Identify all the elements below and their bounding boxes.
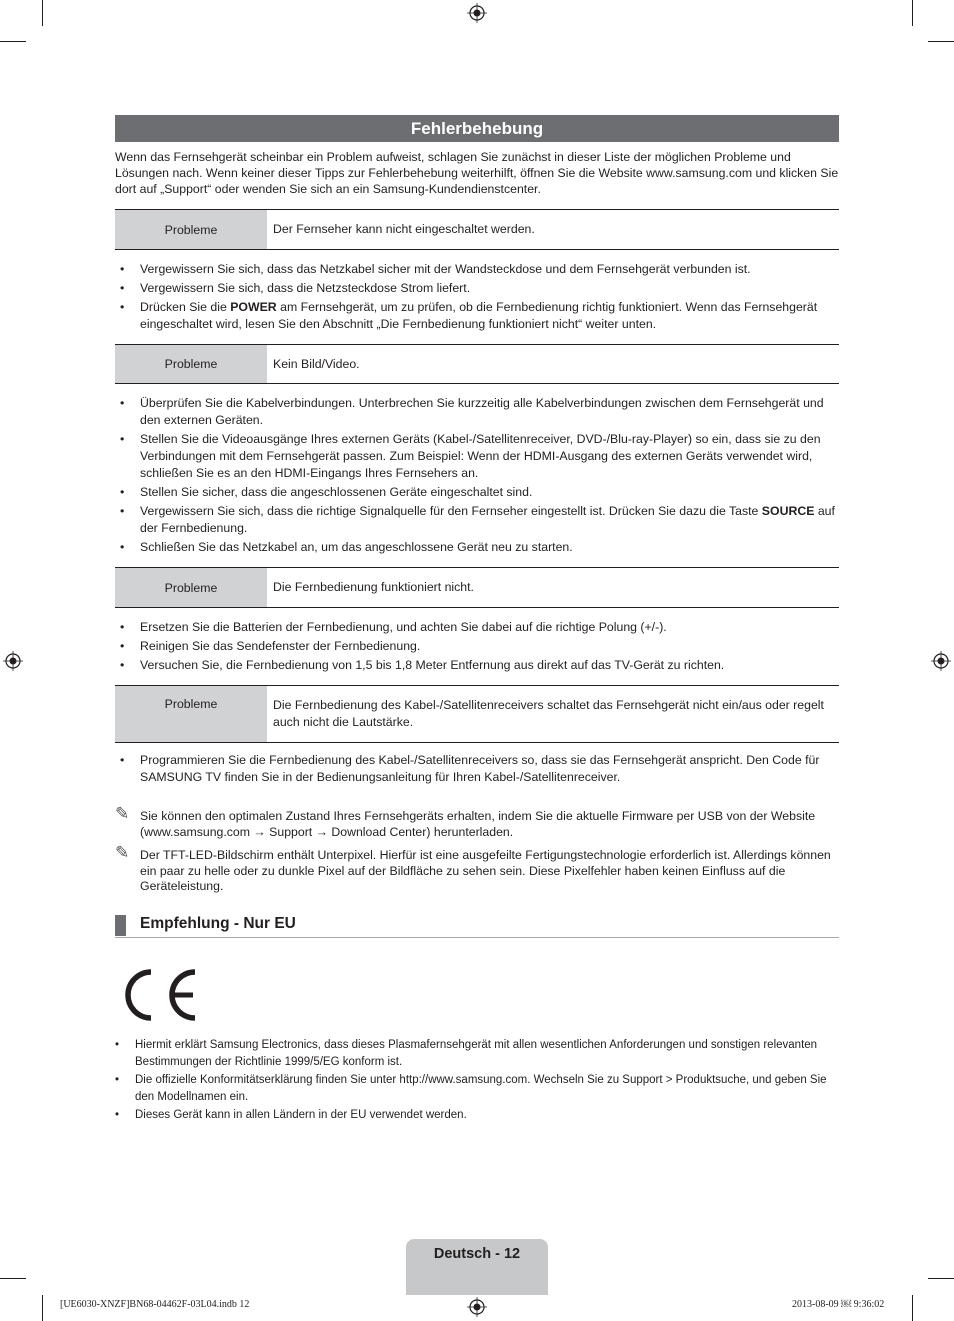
registration-mark-icon — [931, 651, 951, 671]
ce-mark-logo — [121, 968, 201, 1022]
list-item: • Stellen Sie sicher, dass die angeschlossenen Geräte eingeschaltet sind. — [115, 484, 839, 501]
list-item: • Vergewissern Sie sich, dass die richtige Signalquelle für den Fernseher eingestellt ist. Drücken Sie dazu die Taste SOURCE auf der Fernbedienung. — [115, 503, 839, 537]
problem-label: Probleme — [115, 568, 267, 607]
list-item: • Überprüfen Sie die Kabelverbindungen. Unterbrechen Sie kurzzeitig alle Kabelverbindungen zwischen dem Fernsehgerät und den externen Geräten. — [115, 395, 839, 429]
problem-label: Probleme — [115, 345, 267, 383]
list-item: • Hiermit erklärt Samsung Electronics, dass dieses Plasmafernsehgerät mit allen wesentlichen Anforderungen und sonstigen relevanten Bestimmungen der Richtlinie 1999/5/EG konform ist. — [115, 1037, 839, 1070]
list-item: • Die offizielle Konformitätserklärung finden Sie unter http://www.samsung.com. Wechseln Sie zu Support > Produktsuche, und geben Sie den Modellnamen ein. — [115, 1072, 839, 1105]
crop-mark — [42, 1295, 43, 1321]
registration-mark-icon — [467, 3, 487, 23]
crop-mark — [0, 1278, 26, 1279]
crop-mark — [928, 41, 954, 42]
heading-marker — [115, 915, 126, 936]
footer-timestamp: 2013-08-09 ￼ 9:36:02 — [792, 1299, 885, 1310]
list-item: • Reinigen Sie das Sendefenster der Fernbedienung. — [115, 638, 839, 655]
crop-mark — [42, 0, 43, 26]
crop-mark — [0, 41, 26, 42]
pencil-note-icon: ✎ — [115, 804, 130, 823]
list-item: • Ersetzen Sie die Batterien der Fernbedienung, und achten Sie dabei auf die richtige Polung (+/-). — [115, 619, 839, 636]
problem-label: Probleme — [115, 210, 267, 249]
list-item: • Versuchen Sie, die Fernbedienung von 1,5 bis 1,8 Meter Entfernung aus direkt auf das TV-Gerät zu richten. — [115, 657, 839, 674]
intro-paragraph: Wenn das Fernsehgerät scheinbar ein Problem aufweist, schlagen Sie zunächst in dieser Liste der möglichen Probleme und Lösungen nach. Wenn keiner dieser Tipps zur Fehlerbehebung weiterhilft, öffnen Sie die Website www.samsung.com und klicken Sie dort auf „Support“ oder wenden Sie sich an ein Samsung-Kundendienstcenter. — [115, 150, 839, 196]
problem-text: Die Fernbedienung des Kabel-/Satellitenreceivers schaltet das Fernsehgerät nicht ein/aus oder regelt auch nicht die Lautstärke. — [267, 686, 839, 742]
pencil-note-icon: ✎ — [115, 843, 130, 862]
problem-text: Der Fernseher kann nicht eingeschaltet werden. — [267, 210, 839, 249]
note: ✎ Sie können den optimalen Zustand Ihres Fernsehgeräts erhalten, indem Sie die aktuelle Firmware per USB von der Website (www.samsung.com → Support → Download Center) herunterladen. — [115, 804, 816, 839]
list-item: • Schließen Sie das Netzkabel an, um das angeschlossene Gerät neu zu starten. — [115, 539, 839, 556]
note: ✎ Der TFT-LED-Bildschirm enthält Unterpixel. Hierfür ist eine ausgefeilte Fertigungstechnologie erforderlich ist. Allerdings können ein paar zu helle oder zu dunkle Pixel auf der Bildfläche zu sehen sein. Diese Pixelfehler haben keinen Einfluss auf die Geräteleistung. — [115, 843, 831, 893]
eu-heading-text: Empfehlung - Nur EU — [140, 915, 296, 932]
registration-mark-icon — [467, 1297, 487, 1317]
crop-mark — [928, 1278, 954, 1279]
list-item: • Vergewissern Sie sich, dass die Netzsteckdose Strom liefert. — [115, 280, 839, 297]
eu-section-heading — [115, 913, 839, 938]
list-item: • Dieses Gerät kann in allen Ländern in der EU verwendet werden. — [115, 1107, 839, 1124]
problem-label: Probleme — [115, 686, 267, 742]
solution-list — [115, 395, 839, 558]
page-title: Fehlerbehebung — [115, 115, 839, 142]
problem-row — [115, 344, 839, 384]
solution-list — [115, 261, 839, 335]
list-item: • Programmieren Sie die Fernbedienung des Kabel-/Satellitenreceivers so, dass sie das Fernsehgerät anspricht. Den Code für SAMSUNG TV finden Sie in der Bedienungsanleitung für Ihren Kabel-/Satellitenreceiver. — [115, 752, 839, 786]
list-item: • Vergewissern Sie sich, dass das Netzkabel sicher mit der Wandsteckdose und dem Fernsehgerät verbunden ist. — [115, 261, 839, 278]
problem-row — [115, 567, 839, 608]
list-item: • Stellen Sie die Videoausgänge Ihres externen Geräts (Kabel-/Satellitenreceiver, DVD-/Blu-ray-Player) so ein, dass sie zu den Verbindungen mit dem Fernsehgerät passen. Zum Beispiel: Wenn der HDMI-Ausgang des externen Geräts verwendet wird, schließen Sie es an den HDMI-Eingangs Ihres Fernsehers an. — [115, 431, 839, 482]
problem-row — [115, 209, 839, 250]
solution-list — [115, 619, 839, 676]
problem-text: Die Fernbedienung funktioniert nicht. — [267, 568, 839, 607]
eu-list — [115, 1037, 839, 1126]
registration-mark-icon — [3, 651, 23, 671]
problem-text: Kein Bild/Video. — [267, 345, 839, 383]
crop-mark — [912, 0, 913, 26]
list-item: • Drücken Sie die POWER am Fernsehgerät, um zu prüfen, ob die Fernbedienung richtig funktioniert. Wenn das Fernsehgerät eingeschaltet wird, lesen Sie den Abschnitt „Die Fernbedienung funktioniert nicht“ weiter unten. — [115, 299, 839, 333]
crop-mark — [912, 1295, 913, 1321]
problem-row — [115, 685, 839, 743]
page-number-tab: Deutsch - 12 — [406, 1239, 548, 1295]
footer-file-info: [UE6030-XNZF]BN68-04462F-03L04.indb 12 — [60, 1299, 250, 1310]
solution-list — [115, 752, 839, 788]
